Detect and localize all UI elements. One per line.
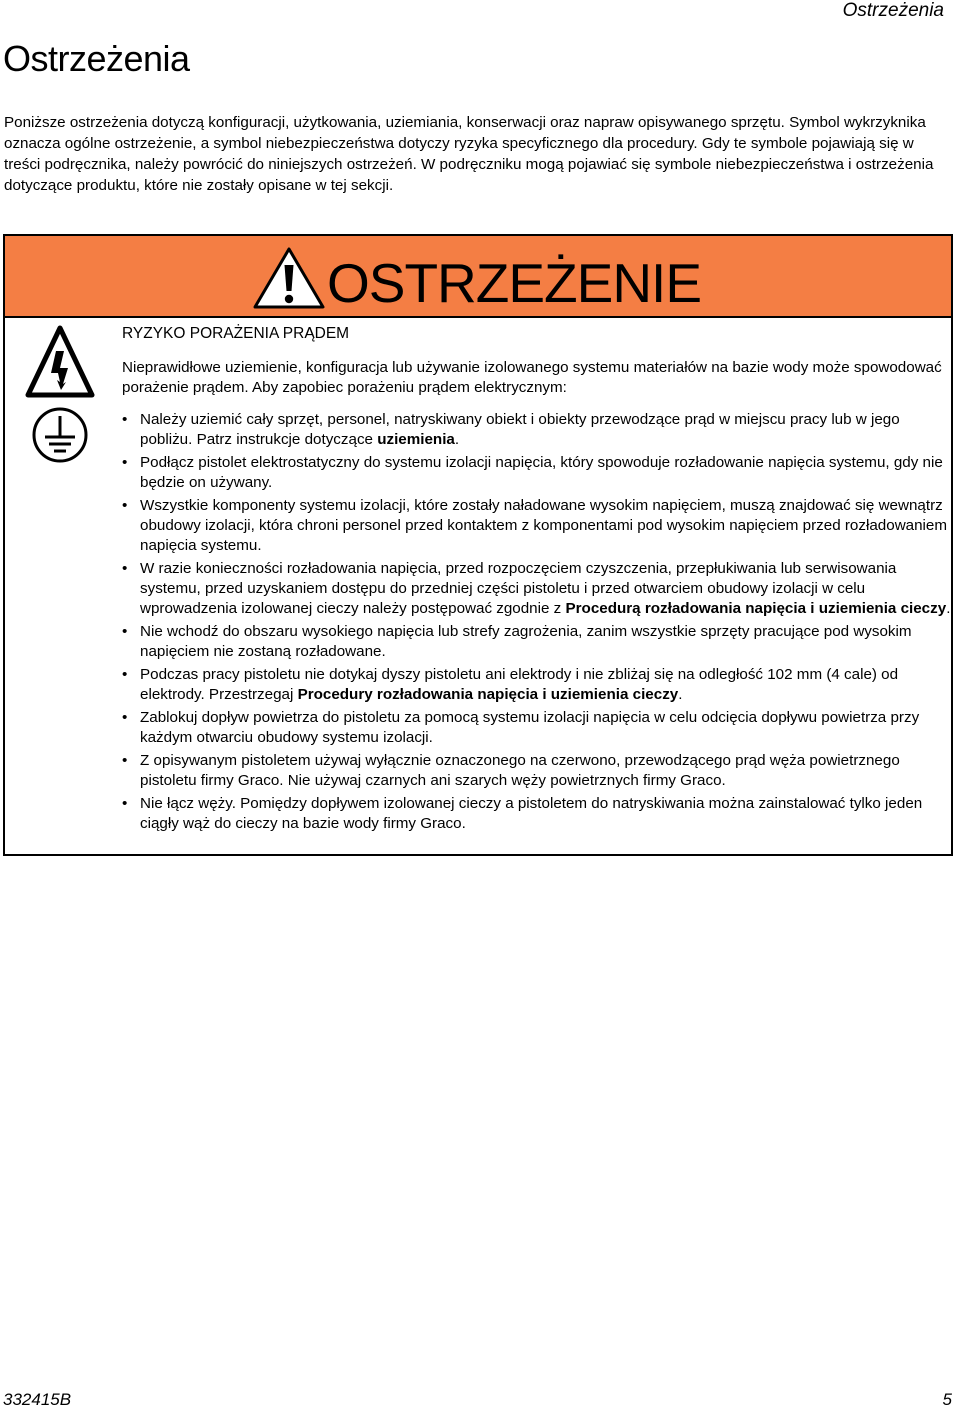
hazard-body	[122, 324, 952, 837]
bullet-mark: •	[122, 752, 128, 769]
bullet-item	[122, 665, 952, 705]
bullet-item	[122, 622, 952, 662]
exclamation-triangle-icon	[253, 246, 325, 310]
bullet-text: Wszystkie komponenty systemu izolacji, które zostały naładowane wysokim napięciem, muszą znajdować się wewnątrz obudowy izolacji, która chroni personel przed kontaktem z komponentami pod wysokim napięciem przed rozładowaniem napięcia systemu.	[140, 497, 948, 554]
ground-symbol-icon	[30, 406, 90, 464]
bullet-text: Należy uziemić cały sprzęt, personel, natryskiwany obiekt i obiekty przewodzące prąd w miejscu pracy lub w jego pobliżu. Patrz instrukcje dotyczące	[140, 411, 900, 448]
bullet-link[interactable]: uziemienia	[377, 431, 455, 448]
warning-banner-text: OSTRZEŻENIE	[327, 252, 702, 314]
warning-box	[3, 234, 953, 856]
bullet-text-after: .	[454, 431, 460, 448]
bullet-text-after: .	[946, 600, 951, 617]
bullet-mark: •	[122, 454, 128, 471]
bullet-mark: •	[122, 411, 128, 428]
bullet-text: W razie konieczności rozładowania napięcia, przed rozpoczęciem czyszczenia, przepłukiwania lub serwisowania systemu, przed uzyskaniem dostępu do przedniej części pistoletu i przed otwarciem obudowy izolacji w celu wprowadzenia izolowanej cieczy należy postępować zgodnie z	[140, 560, 897, 617]
warning-banner	[5, 236, 951, 318]
hazard-bullets	[122, 410, 952, 834]
hazard-title: RYZYKO PORAŻENIA PRĄDEM	[122, 325, 350, 342]
bullet-text: Zablokuj dopływ powietrza do pistoletu za pomocą systemu izolacji napięcia w celu odcięcia dopływu powietrza przy każdym otwarciu obudowy systemu izolacji.	[140, 709, 920, 746]
running-header: Ostrzeżenia	[842, 0, 944, 21]
intro-paragraph: Poniższe ostrzeżenia dotyczą konfiguracji, użytkowania, uziemiania, konserwacji oraz napraw opisywanego sprzętu. Symbol wykrzyknika oznacza ogólne ostrzeżenie, a symbol niebezpieczeństwa dotyczy ryzyka specyficznego dla procedury. Gdy te symbole pojawiają się w treści podręcznika, należy powrócić do niniejszych ostrzeżeń. W podręczniku mogą pojawiać się symbole niebezpieczeństwa i ostrzeżenia dotyczące produktu, które nie zostały opisane w tej sekcji.	[4, 114, 934, 194]
bullet-text-after: .	[678, 686, 683, 703]
bullet-mark: •	[122, 623, 128, 640]
footer-doc-number: 332415B	[3, 1390, 72, 1409]
page-title: Ostrzeżenia	[3, 38, 190, 79]
bullet-text: Z opisywanym pistoletem używaj wyłącznie oznaczonego na czerwono, przewodzącego prąd węża powietrznego pistoletu firmy Graco. Nie używaj czarnych ani szarych węży powietrznych firmy Graco.	[140, 752, 900, 789]
bullet-mark: •	[122, 560, 128, 577]
bullet-item	[122, 453, 952, 493]
hazard-description: Nieprawidłowe uziemienie, konfiguracja lub używanie izolowanego systemu materiałów na bazie wody może spowodować porażenie prądem. Aby zapobiec porażeniu prądem elektrycznym:	[122, 359, 942, 396]
bullet-item	[122, 794, 952, 834]
bullet-text: Podczas pracy pistoletu nie dotykaj dyszy pistoletu ani elektrody i nie zbliżaj się na odległość 102 mm (4 cale) od elektrody. Przestrzegaj	[140, 666, 899, 703]
bullet-item	[122, 410, 952, 450]
bullet-mark: •	[122, 497, 128, 514]
bullet-text: Nie wchodź do obszaru wysokiego napięcia lub strefy zagrożenia, zanim wszystkie sprzęty pracujące pod wysokim napięciem nie zostaną rozładowane.	[140, 623, 912, 660]
bullet-item	[122, 559, 952, 619]
bullet-mark: •	[122, 709, 128, 726]
hazard-icons-column	[5, 316, 113, 856]
bullet-item	[122, 708, 952, 748]
bullet-link[interactable]: Procedury rozładowania napięcia i uziemienia cieczy	[297, 686, 679, 703]
bullet-text: Podłącz pistolet elektrostatyczny do systemu izolacji napięcia, który spowoduje rozładowanie napięcia systemu, gdy nie będzie on używany.	[140, 454, 943, 491]
bullet-item	[122, 751, 952, 791]
bullet-link[interactable]: Procedurą rozładowania napięcia i uziemienia cieczy	[565, 600, 947, 617]
bullet-mark: •	[122, 666, 128, 683]
electric-shock-icon	[25, 324, 95, 399]
bullet-item	[122, 496, 952, 556]
bullet-mark: •	[122, 795, 128, 812]
bullet-text: Nie łącz węży. Pomiędzy dopływem izolowanej cieczy a pistoletem do natryskiwania można zainstalować tylko jeden ciągły wąż do cieczy na bazie wody firmy Graco.	[140, 795, 923, 832]
footer-page-number: 5	[942, 1390, 952, 1409]
